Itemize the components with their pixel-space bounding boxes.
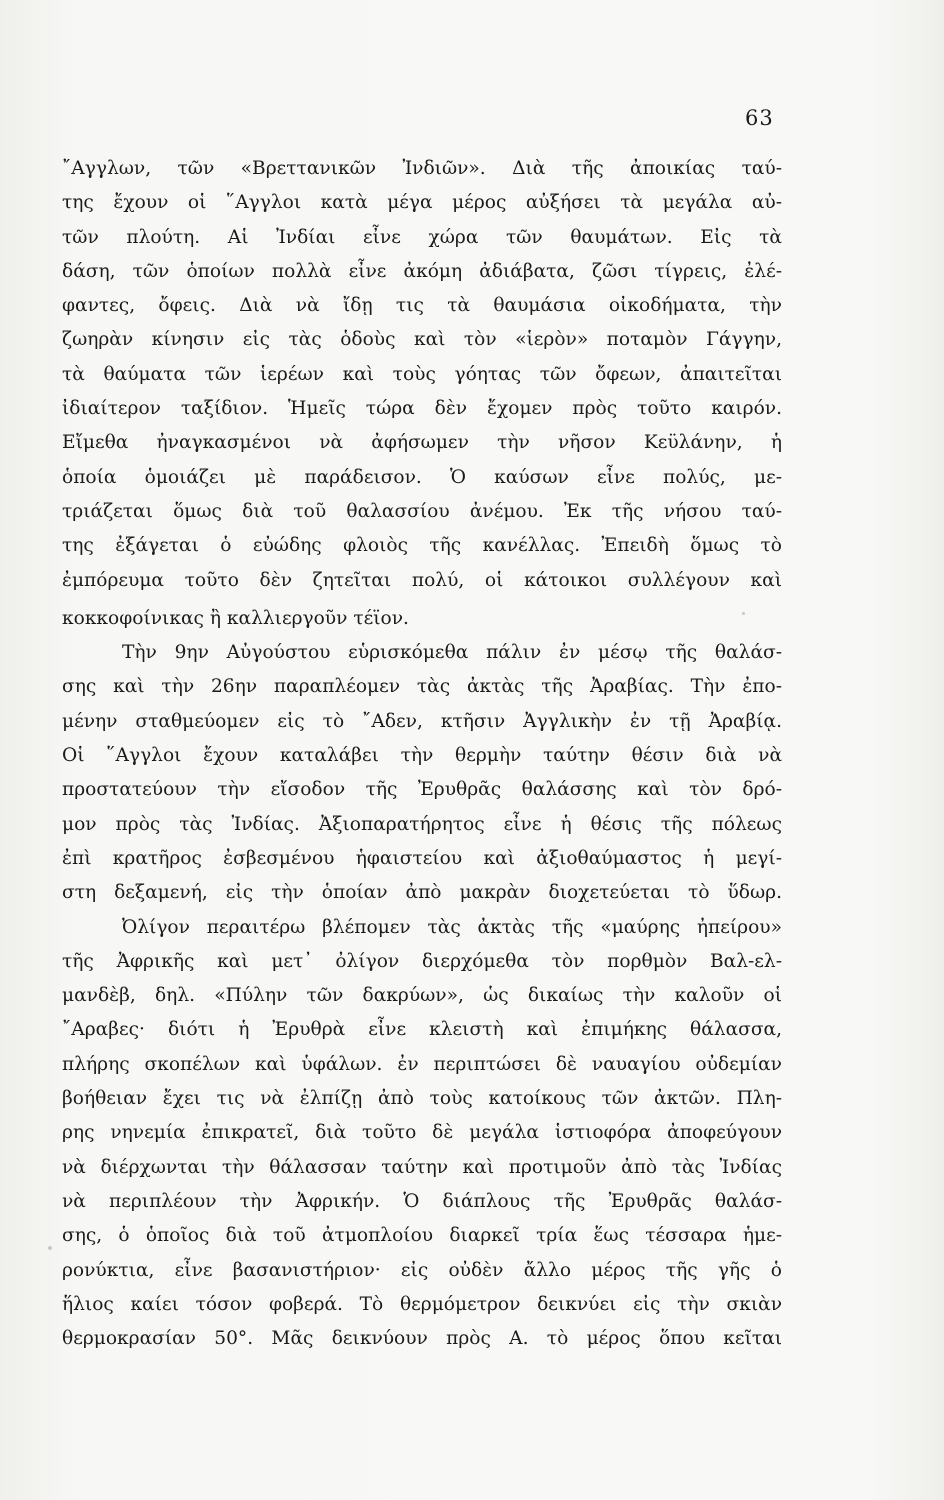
text-line: τὰ θαύματα τῶν ἱερέων καὶ τοὺς γόητας τῶν ὄφεων, ἀπαιτεῖται — [62, 363, 782, 385]
text-line: σης καὶ τὴν 26ην παραπλέομεν τὰς ἀκτὰς τῆς Ἀραβίας. Τὴν ἐπο- — [62, 676, 782, 698]
text-line: πλήρης σκοπέλων καὶ ὑφάλων. ἐν περιπτώσει δὲ ναυαγίου οὐδεμίαν — [62, 1053, 782, 1075]
print-speck — [48, 1246, 52, 1250]
text-line: νὰ διέρχωνται τὴν θάλασσαν ταύτην καὶ προτιμοῦν ἀπὸ τὰς Ἰνδίας — [62, 1156, 782, 1178]
text-line-paragraph-end: κοκκοφοίνικας ἢ καλλιεργοῦν τέϊον. — [62, 607, 409, 629]
body-text — [62, 152, 782, 1356]
text-line: ῎Αγγλων, τῶν «Βρεττανικῶν Ἰνδιῶν». Διὰ τῆς ἀποικίας ταύ- — [62, 158, 782, 179]
print-speck — [742, 612, 745, 615]
text-line: ζωηρὰν κίνησιν εἰς τὰς ὁδοὺς καὶ τὸν «ἱερὸν» ποταμὸν Γάγγην, — [62, 329, 782, 351]
text-line: μένην σταθμεύομεν εἰς τὸ ῎Αδεν, κτῆσιν Ἀγγλικὴν ἐν τῇ Ἀραβίᾳ. — [62, 710, 782, 732]
text-line: προστατεύουν τὴν εἴσοδον τῆς Ἐρυθρᾶς θαλάσσης καὶ τὸν δρό- — [62, 779, 782, 801]
text-line: ἐμπόρευμα τοῦτο δὲν ζητεῖται πολύ, οἱ κάτοικοι συλλέγουν καὶ — [62, 569, 782, 591]
text-line: νὰ περιπλέουν τὴν Ἀφρικήν. Ὁ διάπλους τῆς Ἐρυθρᾶς θαλάσ- — [62, 1190, 782, 1212]
text-line: στη δεξαμενή, εἰς τὴν ὁποίαν ἀπὸ μακρὰν διοχετεύεται τὸ ὕδωρ. — [62, 882, 782, 904]
text-line: της ἔχουν οἱ ῞Αγγλοι κατὰ μέγα μέρος αὐξήσει τὰ μεγάλα αὐ- — [62, 192, 782, 214]
text-line: μανδὲβ, δηλ. «Πύλην τῶν δακρύων», ὡς δικαίως τὴν καλοῦν οἱ — [62, 985, 782, 1007]
text-line: Εἴμεθα ἠναγκασμένοι νὰ ἀφήσωμεν τὴν νῆσον Κεϋλάνην, ἡ — [62, 432, 782, 454]
text-line: θερμοκρασίαν 50°. Μᾶς δεικνύουν πρὸς Α. τὸ μέρος ὅπου κεῖται — [62, 1328, 782, 1350]
text-line: τῆς Ἀφρικῆς καὶ μετ᾽ ὀλίγον διερχόμεθα τὸν πορθμὸν Βαλ-ελ- — [62, 950, 782, 972]
text-line: ἐπὶ κρατῆρος ἐσβεσμένου ἡφαιστείου καὶ ἀξιοθαύμαστος ἡ μεγί- — [62, 847, 782, 869]
text-line: μον πρὸς τὰς Ἰνδίας. Ἀξιοπαρατήρητος εἶνε ἡ θέσις τῆς πόλεως — [62, 813, 782, 835]
text-line-paragraph-start: Τὴν 9ην Αὐγούστου εὑρισκόμεθα πάλιν ἐν μέσῳ τῆς θαλάσ- — [122, 642, 782, 664]
text-line: βοήθειαν ἔχει τις νὰ ἐλπίζῃ ἀπὸ τοὺς κατοίκους τῶν ἀκτῶν. Πλη- — [62, 1088, 782, 1110]
text-line: ἥλιος καίει τόσον φοβερά. Τὸ θερμόμετρον δεικνύει εἰς τὴν σκιὰν — [62, 1293, 782, 1315]
page-number: 63 — [745, 106, 774, 130]
text-line: ῎Αραβες· διότι ἡ Ἐρυθρὰ εἶνε κλειστὴ καὶ ἐπιμήκης θάλασσα, — [62, 1019, 782, 1041]
text-line: ἰδιαίτερον ταξίδιον. Ἡμεῖς τώρα δὲν ἔχομεν πρὸς τοῦτο καιρόν. — [62, 398, 782, 420]
text-line: σης, ὁ ὁποῖος διὰ τοῦ ἀτμοπλοίου διαρκεῖ τρία ἕως τέσσαρα ἡμε- — [62, 1225, 782, 1247]
text-line: ρης νηνεμία ἐπικρατεῖ, διὰ τοῦτο δὲ μεγάλα ἱστιοφόρα ἀποφεύγουν — [62, 1122, 782, 1144]
text-line: δάση, τῶν ὁποίων πολλὰ εἶνε ἀκόμη ἀδιάβατα, ζῶσι τίγρεις, ἐλέ- — [62, 260, 782, 282]
text-line: ρονύκτια, εἶνε βασανιστήριον· εἰς οὐδὲν ἄλλο μέρος τῆς γῆς ὁ — [62, 1259, 782, 1281]
text-line: τριάζεται ὅμως διὰ τοῦ θαλασσίου ἀνέμου. Ἐκ τῆς νήσου ταύ- — [62, 500, 782, 522]
text-line: τῶν πλούτη. Αἱ Ἰνδίαι εἶνε χώρα τῶν θαυμάτων. Εἰς τὰ — [62, 226, 782, 248]
text-line: της ἐξάγεται ὁ εὐώδης φλοιὸς τῆς κανέλλας. Ἐπειδὴ ὅμως τὸ — [62, 535, 782, 557]
text-line: φαντες, ὄφεις. Διὰ νὰ ἴδῃ τις τὰ θαυμάσια οἰκοδήματα, τὴν — [62, 295, 782, 317]
text-line-paragraph-start: Ὀλίγον περαιτέρω βλέπομεν τὰς ἀκτὰς τῆς «μαύρης ἠπείρου» — [122, 916, 782, 938]
text-line: Οἱ ῞Αγγλοι ἔχουν καταλάβει τὴν θερμὴν ταύτην θέσιν διὰ νὰ — [62, 745, 782, 767]
text-line: ὁποία ὁμοιάζει μὲ παράδεισον. Ὁ καύσων εἶνε πολύς, με- — [62, 466, 782, 488]
